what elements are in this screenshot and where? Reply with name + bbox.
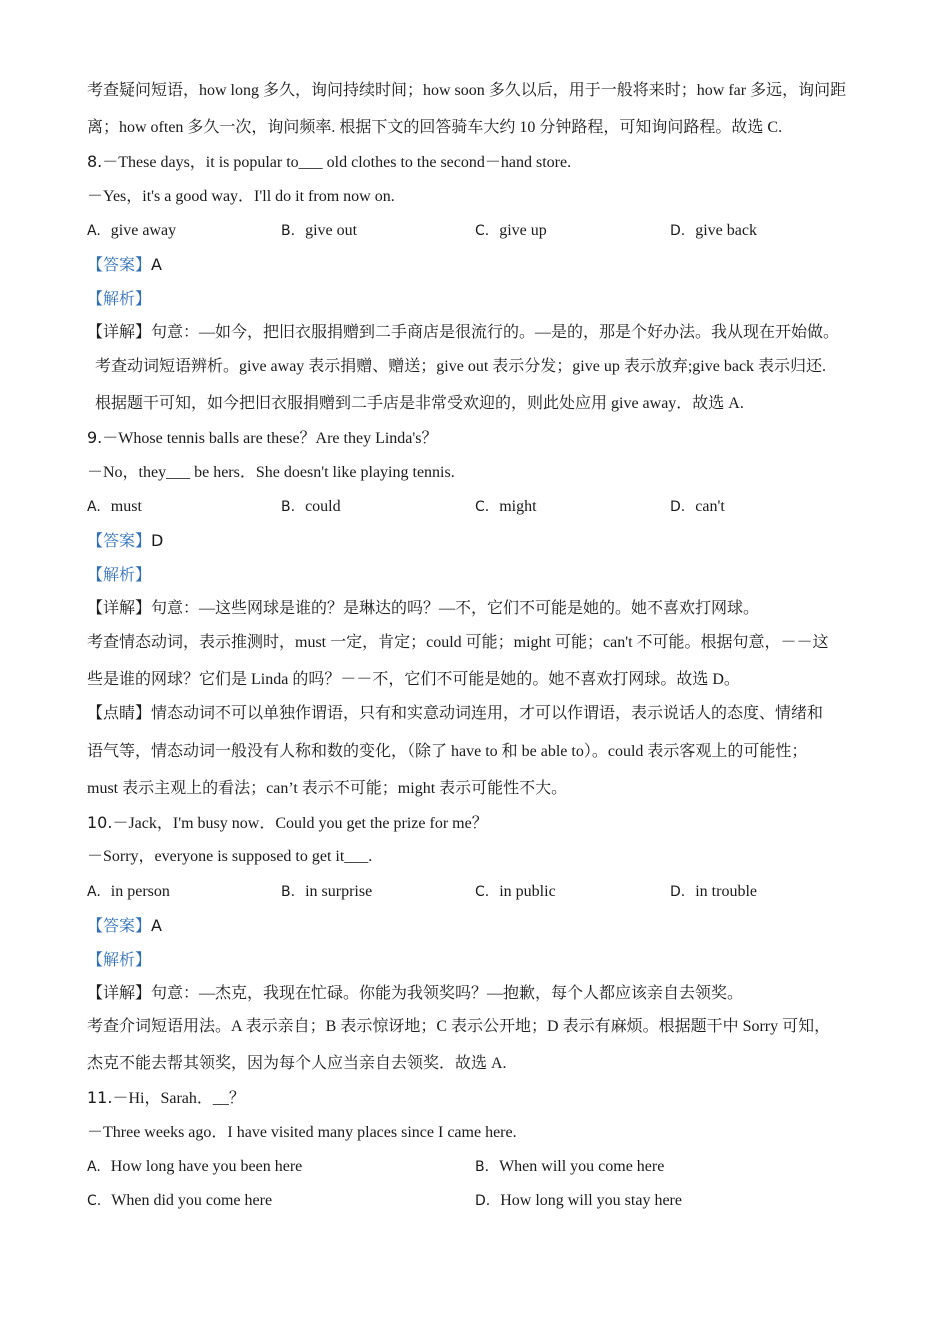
question-11-option-c: C. When did you come here [87, 1192, 273, 1209]
question-8-reply: －Yes，it's a good way．I'll do it from now on. [87, 188, 395, 205]
question-10-option-c: C. in public [475, 883, 556, 900]
answer-label: 【答案】 [87, 255, 152, 274]
question-11-option-a: A. How long have you been here [87, 1158, 303, 1175]
prev-explanation-line2: 离；how often 多久一次，询问频率. 根据下文的回答骑车大约 10 分钟路程，可知询问路程。故选 C. [87, 119, 783, 136]
question-11-reply: －Three weeks ago．I have visited many places since I came here. [87, 1124, 517, 1141]
question-8-option-d: D. give back [670, 222, 757, 239]
question-9-analysis [87, 564, 880, 587]
question-10-detail: 【详解】句意：—杰克，我现在忙碌。你能为我领奖吗？—抱歉，每个人都应该亲自去领奖。 [87, 985, 744, 1002]
question-9-detail-line3: 些是谁的网球？它们是 Linda 的吗？－－不，它们不可能是她的。她不喜欢打网球。故选 D。 [87, 671, 740, 688]
question-number: 11. [87, 1088, 113, 1107]
question-9-option-b: B. could [281, 498, 341, 515]
detail-label: 【详解】 [87, 324, 152, 341]
question-8-analysis [87, 288, 880, 311]
question-8-detail-line3: 根据题干可知，如今把旧衣服捐赠到二手店是非常受欢迎的，则此处应用 give away．故选 A. [95, 395, 744, 412]
question-number: 8. [87, 152, 103, 171]
question-8-detail-line2: 考查动词短语辨析。give away 表示捐赠、赠送；give out 表示分发；give up 表示放弃;give back 表示归还. [95, 358, 827, 375]
question-text: －Whose tennis balls are these？Are they Linda's？ [102, 430, 438, 447]
comment-label: 【点睛】 [87, 705, 152, 722]
question-text: －Hi，Sarah．__？ [112, 1090, 245, 1107]
question-number: 10. [87, 813, 113, 832]
answer-value: A [151, 255, 162, 274]
analysis-label: 【解析】 [87, 950, 152, 969]
question-9-stem [87, 427, 880, 450]
question-8-stem [87, 151, 880, 174]
question-10-detail-line2: 考查介词短语用法。A 表示亲自；B 表示惊讶地；C 表示公开地；D 表示有麻烦。根据题干中 Sorry 可知， [87, 1018, 831, 1035]
question-9-detail: 【详解】句意：—这些网球是谁的？是琳达的吗？—不，它们不可能是她的。她不喜欢打网球。 [87, 600, 760, 617]
question-9-reply: －No，they___ be hers．She doesn't like playing tennis. [87, 464, 455, 481]
analysis-label: 【解析】 [87, 289, 152, 308]
question-10-detail-line3: 杰克不能去帮其领奖，因为每个人应当亲自去领奖．故选 A. [87, 1055, 507, 1072]
question-text: －Jack，I'm busy now．Could you get the prize for me？ [112, 815, 488, 832]
detail-label: 【详解】 [87, 600, 152, 617]
prev-explanation-line1: 考查疑问短语，how long 多久，询问持续时间；how soon 多久以后，用于一般将来时；how far 多远，询问距 [87, 82, 847, 99]
question-10-option-b: B. in surprise [281, 883, 373, 900]
question-9-comment-line2: 语气等，情态动词一般没有人称和数的变化，（除了 have to 和 be able to）。could 表示客观上的可能性； [87, 743, 808, 760]
question-8-detail: 【详解】句意：—如今，把旧衣服捐赠到二手商店是很流行的。—是的，那是个好办法。我从现在开始做。 [87, 324, 840, 341]
question-10-option-a: A. in person [87, 883, 170, 900]
question-text: －These days，it is popular to___ old clothes to the second－hand store. [102, 154, 572, 171]
question-10-analysis [87, 949, 880, 972]
question-8-option-b: B. give out [281, 222, 358, 239]
question-10-stem [87, 812, 880, 835]
question-9-option-c: C. might [475, 498, 537, 515]
question-10-reply: －Sorry，everyone is supposed to get it___. [87, 848, 373, 865]
question-11-option-b: B. When will you come here [475, 1158, 665, 1175]
answer-label: 【答案】 [87, 531, 152, 550]
question-9-option-d: D. can't [670, 498, 725, 515]
question-number: 9. [87, 428, 103, 447]
analysis-label: 【解析】 [87, 565, 152, 584]
question-8-option-a: A. give away [87, 222, 177, 239]
answer-label: 【答案】 [87, 916, 152, 935]
question-8-option-c: C. give up [475, 222, 547, 239]
detail-label: 【详解】 [87, 985, 152, 1002]
question-9-detail-line2: 考查情态动词，表示推测时，must 一定，肯定；could 可能；might 可能；can't 不可能。根据句意，－－这 [87, 634, 829, 651]
question-11-option-d: D. How long will you stay here [475, 1192, 682, 1209]
question-10-option-d: D. in trouble [670, 883, 757, 900]
question-10-answer [87, 915, 880, 938]
question-8-answer [87, 254, 880, 277]
question-11-stem [87, 1087, 880, 1110]
question-9-comment-line3: must 表示主观上的看法；can’t 表示不可能；might 表示可能性不大。 [87, 780, 568, 797]
question-9-option-a: A. must [87, 498, 142, 515]
question-9-answer [87, 530, 880, 553]
answer-value: A [151, 916, 162, 935]
answer-value: D [151, 531, 164, 550]
question-9-comment: 【点睛】情态动词不可以单独作谓语，只有和实意动词连用，才可以作谓语，表示说话人的态度、情绪和 [87, 705, 824, 722]
